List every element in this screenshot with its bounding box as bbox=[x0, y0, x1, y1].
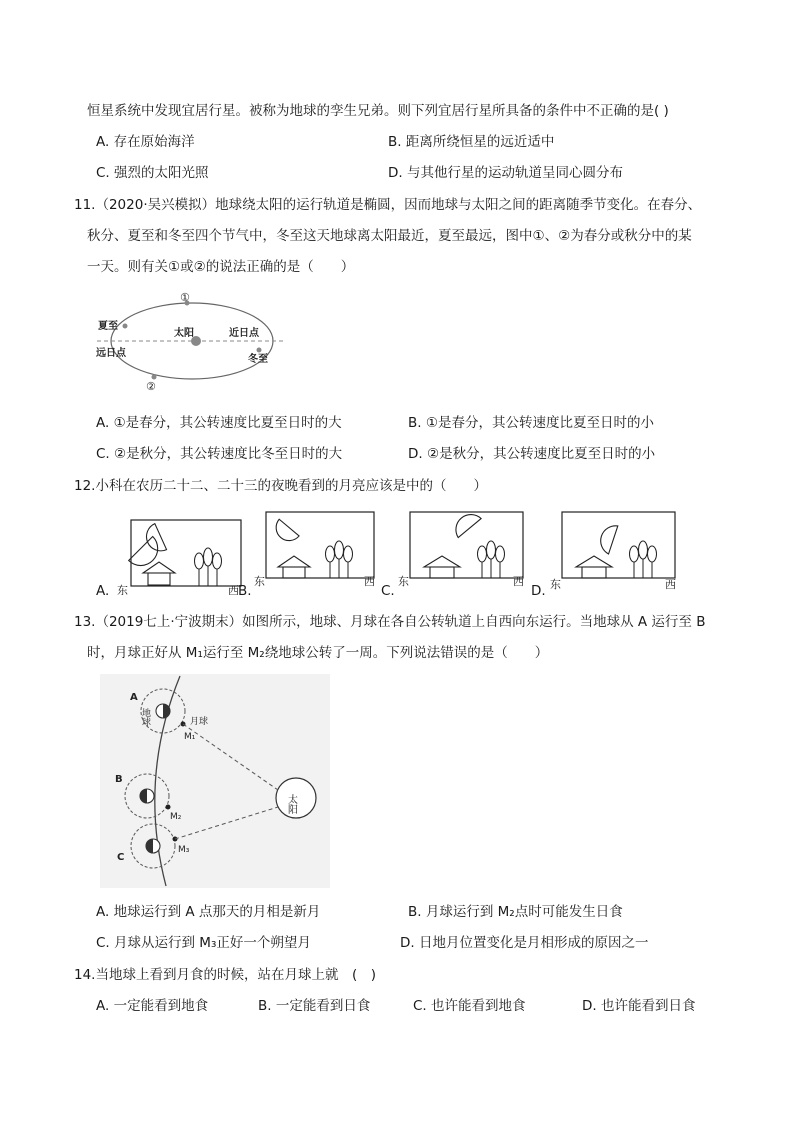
q10-option-b[interactable]: B. 距离所绕恒星的远近适中 bbox=[388, 134, 555, 150]
label-earth: 地球 bbox=[140, 708, 150, 726]
house-roof bbox=[278, 556, 310, 567]
house-body bbox=[283, 567, 305, 578]
tree-1 bbox=[630, 546, 639, 562]
label-moon: 月球 bbox=[190, 717, 209, 727]
label-m1: M₁ bbox=[184, 732, 196, 742]
q11-option-a[interactable]: A. ①是春分，其公转速度比夏至日时的大 bbox=[96, 415, 342, 431]
tree-3 bbox=[344, 546, 353, 562]
tree-2 bbox=[639, 541, 648, 559]
q12-option-c-label[interactable]: C. bbox=[381, 583, 395, 599]
label-m3: M₃ bbox=[178, 845, 190, 855]
east-label: 东 bbox=[117, 584, 128, 595]
earth-p2-dot bbox=[152, 375, 157, 380]
moon-m2 bbox=[166, 805, 171, 810]
west-label: 西 bbox=[665, 578, 676, 591]
q13-option-b[interactable]: B. 月球运行到 M₂点时可能发生日食 bbox=[408, 904, 623, 920]
label-perihelion: 近日点 bbox=[229, 328, 259, 339]
q10-option-d[interactable]: D. 与其他行星的运动轨道呈同心圆分布 bbox=[388, 165, 623, 181]
tree-2 bbox=[335, 541, 344, 559]
q12-option-b-panel[interactable] bbox=[252, 509, 377, 589]
east-label: 东 bbox=[398, 575, 409, 588]
house-body bbox=[430, 567, 454, 578]
q10-stem: 恒星系统中发现宜居行星。被称为地球的孪生兄弟。则下列宜居行星所具备的条件中不正确的是( ) bbox=[87, 103, 669, 119]
tree-3 bbox=[496, 546, 505, 562]
q11-option-c[interactable]: C. ②是秋分，其公转速度比冬至日时的大 bbox=[96, 446, 343, 462]
label-sun: 太阳 bbox=[285, 794, 297, 814]
label-a: A bbox=[130, 692, 138, 703]
west-label: 西 bbox=[228, 584, 239, 595]
q12-option-a-label[interactable]: A. bbox=[96, 583, 110, 599]
label-c: C bbox=[117, 852, 125, 863]
house-roof bbox=[576, 556, 612, 567]
moon-half bbox=[271, 519, 299, 546]
east-label: 东 bbox=[254, 575, 265, 588]
q11-stem-line1: 11.（2020·吴兴模拟）地球绕太阳的运行轨道是椭圆，因而地球与太阳之间的距离随季节变化。在春分、 bbox=[74, 197, 702, 213]
q12-option-b-label[interactable]: B. bbox=[238, 583, 252, 599]
moon-half bbox=[452, 511, 485, 538]
panel-frame bbox=[562, 512, 675, 578]
q13-earth-moon-diagram bbox=[100, 674, 330, 888]
q14-option-d[interactable]: D. 也许能看到日食 bbox=[582, 998, 696, 1014]
label-aphelion: 远日点 bbox=[96, 348, 126, 359]
east-label: 东 bbox=[550, 578, 561, 591]
panel-frame bbox=[410, 512, 523, 578]
q10-option-c[interactable]: C. 强烈的太阳光照 bbox=[96, 165, 209, 181]
tree-2 bbox=[487, 541, 496, 559]
tree-1 bbox=[326, 546, 335, 562]
q13-option-a[interactable]: A. 地球运行到 A 点那天的月相是新月 bbox=[96, 904, 321, 920]
earth-winter-dot bbox=[257, 348, 262, 353]
house-roof bbox=[424, 556, 460, 567]
q11-stem-line2: 秋分、夏至和冬至四个节气中，冬至这天地球离太阳最近，夏至最远，图中①、②为春分或秋分中的某 bbox=[87, 228, 692, 244]
q11-stem-line3: 一天。则有关①或②的说法正确的是（ ） bbox=[87, 259, 355, 275]
q11-orbit-diagram bbox=[92, 290, 292, 395]
west-label: 西 bbox=[364, 575, 375, 588]
tree-1 bbox=[195, 553, 204, 569]
q13-stem-line2: 时，月球正好从 M₁运行至 M₂绕地球公转了一周。下列说法错误的是（ ） bbox=[87, 645, 549, 661]
moon-half bbox=[598, 525, 622, 555]
earth-summer-dot bbox=[123, 324, 128, 329]
q12-option-d-panel[interactable] bbox=[548, 509, 680, 591]
tree-3 bbox=[648, 546, 657, 562]
q14-option-c[interactable]: C. 也许能看到地食 bbox=[413, 998, 526, 1014]
label-summer: 夏至 bbox=[98, 321, 118, 332]
q11-option-b[interactable]: B. ①是春分，其公转速度比夏至日时的小 bbox=[408, 415, 654, 431]
tree-3 bbox=[213, 553, 222, 569]
q12-option-a-panel[interactable] bbox=[113, 517, 248, 595]
west-label: 西 bbox=[513, 575, 524, 588]
label-sun: 太阳 bbox=[174, 328, 194, 339]
tree-1 bbox=[478, 546, 487, 562]
moon-half bbox=[129, 536, 165, 572]
label-m2: M₂ bbox=[170, 812, 182, 822]
q10-option-a[interactable]: A. 存在原始海洋 bbox=[96, 134, 195, 150]
q13-option-d[interactable]: D. 日地月位置变化是月相形成的原因之一 bbox=[400, 935, 649, 951]
label-p2: ② bbox=[146, 380, 156, 393]
q13-option-c[interactable]: C. 月球从运行到 M₃正好一个朔望月 bbox=[96, 935, 311, 951]
q14-option-b[interactable]: B. 一定能看到日食 bbox=[258, 998, 371, 1014]
q14-option-a[interactable]: A. 一定能看到地食 bbox=[96, 998, 209, 1014]
label-winter: 冬至 bbox=[248, 354, 268, 365]
q11-option-d[interactable]: D. ②是秋分，其公转速度比夏至日时的小 bbox=[408, 446, 656, 462]
q12-option-c-panel[interactable] bbox=[396, 509, 528, 589]
label-p1: ① bbox=[180, 291, 190, 304]
tree-2 bbox=[204, 548, 213, 566]
q13-stem-line1: 13.（2019七上·宁波期末）如图所示，地球、月球在各自公转轨道上自西向东运行。当地球从 A 运行至 B bbox=[74, 614, 706, 630]
label-b: B bbox=[115, 774, 123, 785]
house-body bbox=[148, 573, 170, 585]
house-body bbox=[582, 567, 606, 578]
q12-option-d-label[interactable]: D. bbox=[531, 583, 546, 599]
q14-stem: 14.当地球上看到月食的时候，站在月球上就 ( ) bbox=[74, 967, 377, 983]
q12-stem: 12.小科在农历二十二、二十三的夜晚看到的月亮应该是中的（ ） bbox=[74, 478, 487, 494]
